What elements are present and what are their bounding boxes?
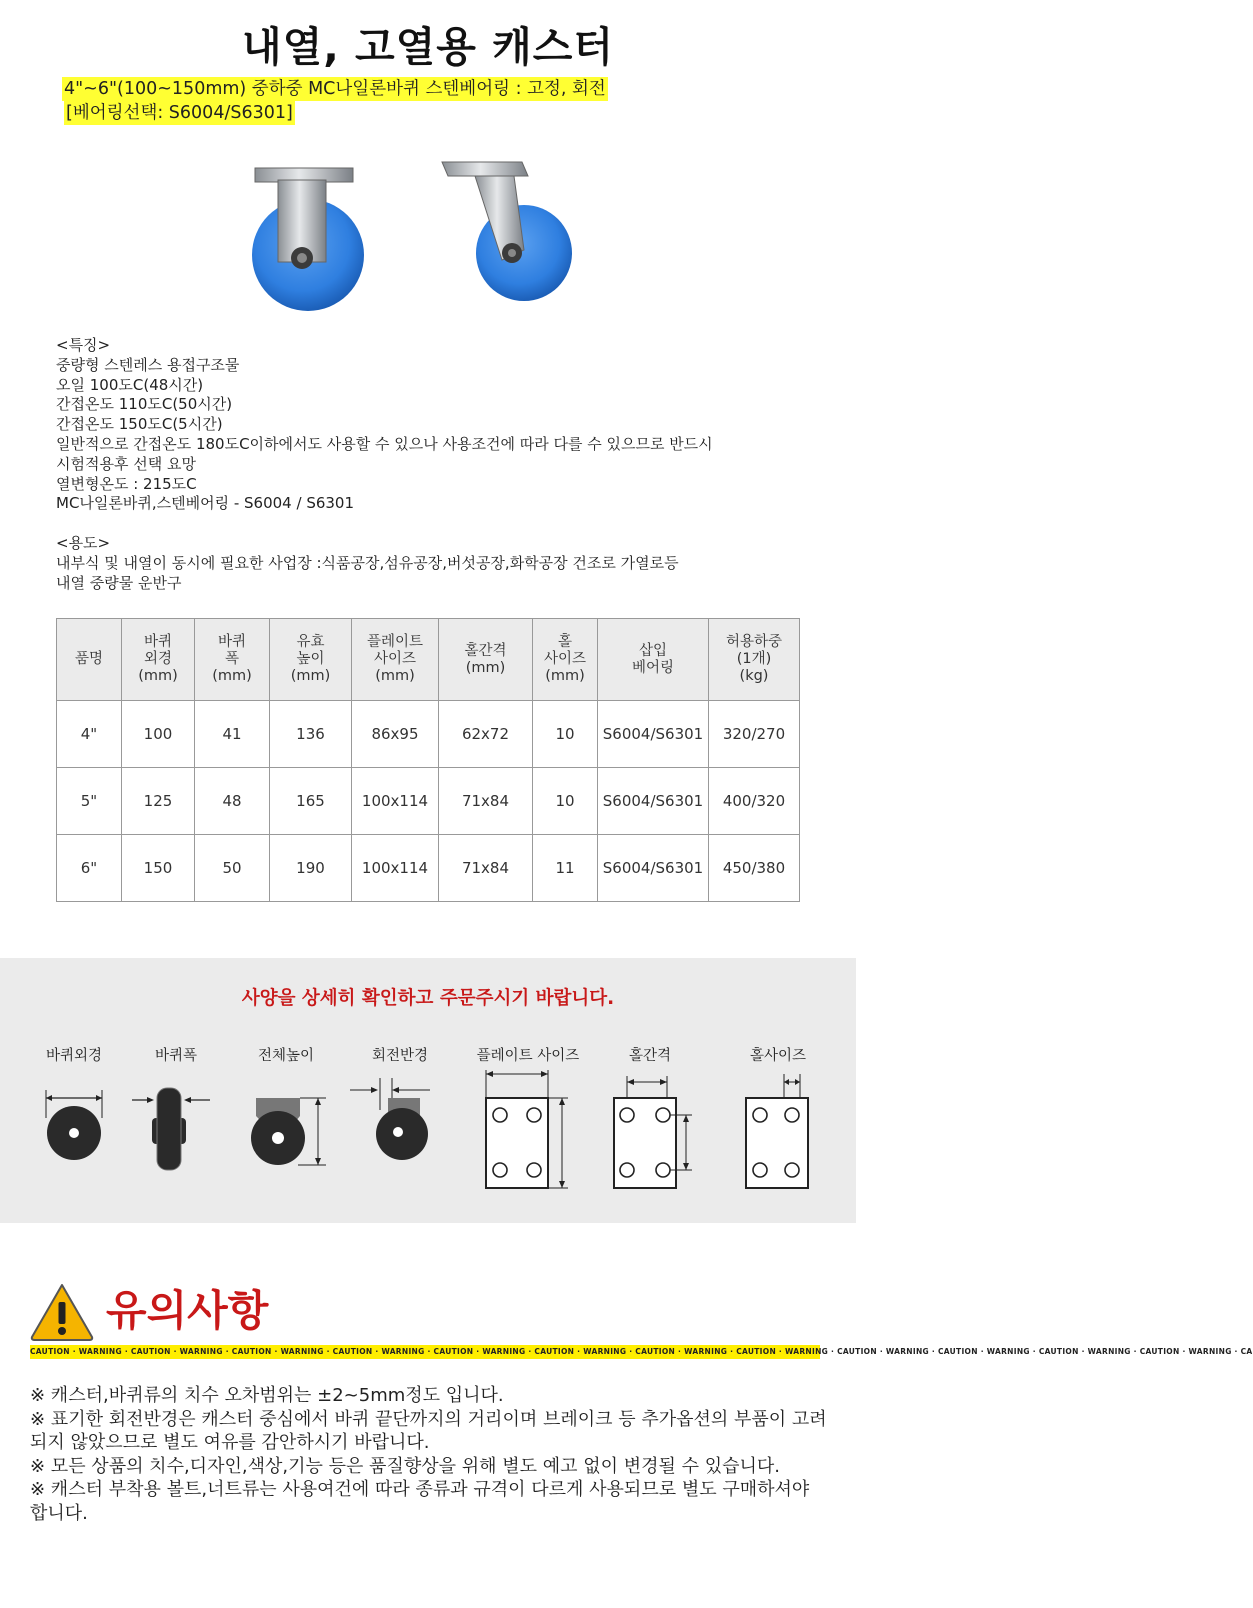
subtitle-line-2: [베어링선택: S6004/S6301] bbox=[66, 103, 293, 123]
features-heading: <특징> bbox=[56, 336, 111, 354]
product-photo bbox=[150, 120, 670, 335]
table-cell: 150 bbox=[122, 835, 195, 902]
table-cell: 86x95 bbox=[352, 701, 439, 768]
page-title: 내열, 고열용 캐스터 bbox=[242, 23, 614, 71]
header-cell: 플레이트 사이즈 (mm) bbox=[352, 619, 439, 701]
swivel-radius-icon bbox=[350, 1070, 440, 1170]
table-cell: 100 bbox=[122, 701, 195, 768]
table-cell: 71x84 bbox=[439, 768, 533, 835]
feature-line: 간접온도 110도C(50시간) bbox=[56, 395, 233, 414]
table-cell: 5" bbox=[57, 768, 122, 835]
table-cell: 320/270 bbox=[709, 701, 800, 768]
table-cell: 71x84 bbox=[439, 835, 533, 902]
header-cell: 삽입 베어링 bbox=[598, 619, 709, 701]
caution-notes bbox=[30, 1384, 830, 1525]
table-cell: 125 bbox=[122, 768, 195, 835]
table-cell: 136 bbox=[270, 701, 352, 768]
table-cell: 100x114 bbox=[352, 768, 439, 835]
table-cell: 41 bbox=[195, 701, 270, 768]
fixed-caster-image bbox=[252, 168, 364, 311]
dim-label-hole-spacing: 홀간격 bbox=[628, 1048, 672, 1064]
table-cell: 4" bbox=[57, 701, 122, 768]
table-cell: 10 bbox=[533, 768, 598, 835]
usage-line: 내열 중량물 운반구 bbox=[56, 573, 182, 592]
table-cell: 6" bbox=[57, 835, 122, 902]
header-cell: 품명 bbox=[57, 619, 122, 701]
wheel-width-icon bbox=[130, 1070, 220, 1170]
dim-label-hole-size: 홀사이즈 bbox=[749, 1048, 807, 1064]
feature-line: MC나일론바퀴,스텐베어링 - S6004 / S6301 bbox=[56, 494, 355, 513]
caution-tape: CAUTION · WARNING · CAUTION · WARNING · CAUTION · WARNING · CAUTION · WARNING · CAUTION · WARNING · CAUTION · WARNING · CAUTION · WARNING · CAUTION · WARNING · CAUTION · WARNING · CAUTION · WARNING · CAUTION · WARNING · CAUTION · WARNING · CA bbox=[30, 1345, 820, 1359]
header-cell: 유효 높이 (mm) bbox=[270, 619, 352, 701]
caution-note: ※ 모든 상품의 치수,디자인,색상,기능 등은 품질향상을 위해 별도 예고 없이 변경될 수 있습니다. bbox=[30, 1455, 780, 1477]
table-row bbox=[57, 835, 800, 902]
table-cell: 450/380 bbox=[709, 835, 800, 902]
table-cell: 10 bbox=[533, 701, 598, 768]
warning-icon bbox=[30, 1282, 94, 1342]
usage-line: 내부식 및 내열이 동시에 필요한 사업장 :식품공장,섬유공장,버섯공장,화학공장 건조로 가열로등 bbox=[56, 553, 679, 572]
table-row bbox=[57, 701, 800, 768]
table-row bbox=[57, 768, 800, 835]
table-cell: 400/320 bbox=[709, 768, 800, 835]
table-cell: 11 bbox=[533, 835, 598, 902]
feature-line: 중량형 스텐레스 용접구조물 bbox=[56, 355, 240, 374]
total-height-icon bbox=[248, 1070, 338, 1170]
caution-note: ※ 캐스터,바퀴류의 치수 오차범위는 ±2~5mm정도 입니다. bbox=[30, 1385, 504, 1406]
feature-line: 간접온도 150도C(5시간) bbox=[56, 415, 223, 434]
dim-label-swivel-radius: 회전반경 bbox=[371, 1048, 429, 1064]
dim-label-wheel-width: 바퀴폭 bbox=[154, 1048, 198, 1064]
header-cell: 허용하중 (1개) (kg) bbox=[709, 619, 800, 701]
feature-line: 시험적용후 선택 요망 bbox=[56, 454, 196, 473]
table-cell: 50 bbox=[195, 835, 270, 902]
header-cell: 바퀴 외경 (mm) bbox=[122, 619, 195, 701]
swivel-caster-image bbox=[442, 162, 572, 301]
header-cell: 홀간격 (mm) bbox=[439, 619, 533, 701]
order-notice: 사양을 상세히 확인하고 주문주시기 바랍니다. bbox=[241, 988, 615, 1009]
header-cell: 홀 사이즈 (mm) bbox=[533, 619, 598, 701]
table-header-row bbox=[57, 619, 800, 701]
table-cell: 48 bbox=[195, 768, 270, 835]
hole-spacing-icon bbox=[612, 1070, 702, 1190]
caution-note: ※ 캐스터 부착용 볼트,너트류는 사용여건에 따라 종류과 규격이 다르게 사용되므로 별도 구매하셔야 합니다. bbox=[30, 1479, 810, 1524]
feature-line: 오일 100도C(48시간) bbox=[56, 375, 204, 394]
header-cell: 바퀴 폭 (mm) bbox=[195, 619, 270, 701]
subtitle-line-1: 4"~6"(100~150mm) 중하중 MC나일론바퀴 스텐베어링 : 고정, 회전 bbox=[64, 79, 606, 99]
table-cell: 100x114 bbox=[352, 835, 439, 902]
table-cell: 190 bbox=[270, 835, 352, 902]
dim-label-wheel-diameter: 바퀴외경 bbox=[45, 1048, 103, 1064]
table-cell: 165 bbox=[270, 768, 352, 835]
features-section bbox=[56, 336, 713, 594]
dim-label-total-height: 전체높이 bbox=[257, 1048, 315, 1064]
table-cell: S6004/S6301 bbox=[598, 835, 709, 902]
feature-line: 열변형온도 : 215도C bbox=[56, 474, 197, 493]
hole-size-icon bbox=[742, 1070, 822, 1190]
caution-note: ※ 표기한 회전반경은 캐스터 중심에서 바퀴 끝단까지의 거리이며 브레이크 등 추가옵션의 부품이 고려되지 않았으므로 별도 여유를 감안하시기 바랍니다. bbox=[30, 1408, 827, 1453]
table-cell: S6004/S6301 bbox=[598, 701, 709, 768]
table-cell: 62x72 bbox=[439, 701, 533, 768]
wheel-diameter-icon bbox=[40, 1070, 110, 1170]
caution-title: 유의사항 bbox=[106, 1286, 269, 1335]
spec-table bbox=[56, 618, 800, 902]
feature-line: 일반적으로 간접온도 180도C이하에서도 사용할 수 있으나 사용조건에 따라 다를 수 있으므로 반드시 bbox=[56, 434, 713, 453]
usage-heading: <용도> bbox=[56, 534, 111, 553]
dim-label-plate-size: 플레이트 사이즈 bbox=[476, 1048, 580, 1064]
table-cell: S6004/S6301 bbox=[598, 768, 709, 835]
plate-size-icon bbox=[478, 1070, 578, 1190]
